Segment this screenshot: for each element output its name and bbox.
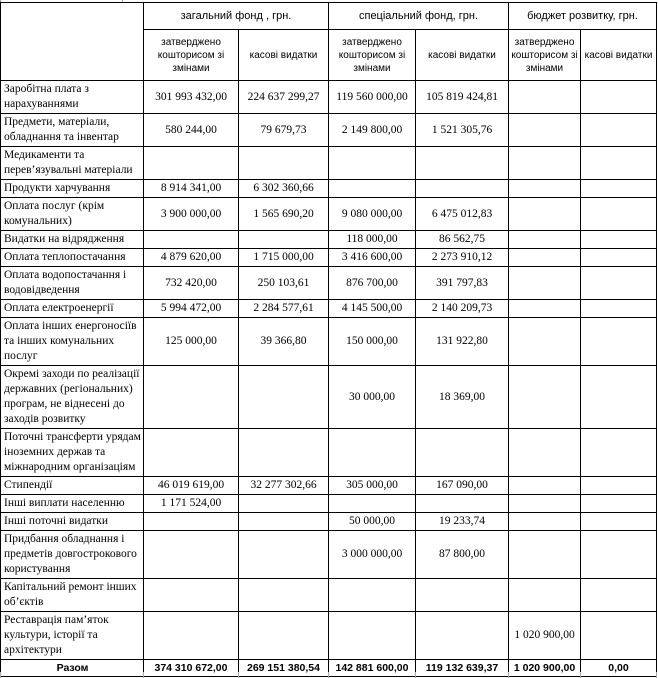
cell-value: 224 637 299,27 xyxy=(239,81,329,114)
cell-value xyxy=(509,318,581,366)
cell-value xyxy=(509,249,581,267)
cell-value xyxy=(144,366,239,429)
row-label: Заробітна плата з нарахуваннями xyxy=(1,81,144,114)
row-label: Інші поточні видатки xyxy=(1,513,144,531)
cell-value: 5 994 472,00 xyxy=(144,300,239,318)
row-label: Видатки на відрядження xyxy=(1,231,144,249)
cell-value: 1 715 000,00 xyxy=(239,249,329,267)
cell-value xyxy=(239,612,329,660)
fund-group-header-row xyxy=(1,3,657,30)
cell-value xyxy=(581,531,657,579)
cell-value: 39 366,80 xyxy=(239,318,329,366)
row-label: Інші виплати населенню xyxy=(1,495,144,513)
cell-value xyxy=(329,429,416,477)
cell-value xyxy=(144,513,239,531)
cell-value: 1 171 524,00 xyxy=(144,495,239,513)
cell-value: 732 420,00 xyxy=(144,267,239,300)
cell-value: 46 019 619,00 xyxy=(144,477,239,495)
cell-value xyxy=(144,429,239,477)
cell-value: 6 302 360,66 xyxy=(239,180,329,198)
cell-value: 19 233,74 xyxy=(416,513,509,531)
row-label: Медикаменти та перев’язувальні матеріали xyxy=(1,147,144,180)
cell-value xyxy=(144,612,239,660)
cell-value: 119 560 000,00 xyxy=(329,81,416,114)
cell-value xyxy=(509,114,581,147)
cell-value xyxy=(239,429,329,477)
cell-value: 6 475 012,83 xyxy=(416,198,509,231)
cell-value xyxy=(416,612,509,660)
cell-value xyxy=(509,198,581,231)
table-row xyxy=(1,429,657,477)
cell-value xyxy=(581,366,657,429)
cell-value xyxy=(509,531,581,579)
row-label: Продукти харчування xyxy=(1,180,144,198)
cell-value: 4 145 500,00 xyxy=(329,300,416,318)
cell-value xyxy=(416,180,509,198)
cell-value: 1 020 900,00 xyxy=(509,612,581,660)
table-row xyxy=(1,495,657,513)
row-label: Предмети, матеріали, обладнання та інвентар xyxy=(1,114,144,147)
column-group-development-budget: бюджет розвитку, грн. xyxy=(509,3,657,30)
cell-value xyxy=(509,495,581,513)
table-row xyxy=(1,249,657,267)
table-row xyxy=(1,579,657,612)
cell-value xyxy=(239,531,329,579)
cell-value xyxy=(329,147,416,180)
row-label: Стипендії xyxy=(1,477,144,495)
row-label: Оплата послуг (крім комунальних) xyxy=(1,198,144,231)
table-row xyxy=(1,513,657,531)
cell-value xyxy=(581,147,657,180)
cell-value: 119 132 639,37 xyxy=(416,660,509,677)
cell-value xyxy=(509,366,581,429)
cell-value xyxy=(509,180,581,198)
table-continuation-line xyxy=(656,672,657,678)
cell-value xyxy=(581,267,657,300)
table-row xyxy=(1,114,657,147)
cell-value xyxy=(509,579,581,612)
cell-value: 0,00 xyxy=(581,660,657,677)
table-row xyxy=(1,318,657,366)
cell-value xyxy=(144,231,239,249)
cell-value xyxy=(144,147,239,180)
table-row xyxy=(1,147,657,180)
cell-value: 1 521 305,76 xyxy=(416,114,509,147)
cell-value xyxy=(416,147,509,180)
column-header-development-approved: затверджено кошторисом зі змінами xyxy=(509,30,581,81)
cell-value: 250 103,61 xyxy=(239,267,329,300)
cell-value xyxy=(329,579,416,612)
cell-value xyxy=(581,300,657,318)
cell-value: 580 244,00 xyxy=(144,114,239,147)
cell-value: 3 000 000,00 xyxy=(329,531,416,579)
table-continuation-line xyxy=(508,672,509,678)
cell-value xyxy=(239,579,329,612)
table-continuation-line xyxy=(328,672,329,678)
cell-value: 150 000,00 xyxy=(329,318,416,366)
cell-value: 3 900 000,00 xyxy=(144,198,239,231)
table-continuation-line xyxy=(143,672,144,678)
cell-value xyxy=(581,495,657,513)
cell-value: 87 800,00 xyxy=(416,531,509,579)
cell-value xyxy=(416,429,509,477)
row-label: Поточні трансферти урядам іноземних держав та міжнародним організаціям xyxy=(1,429,144,477)
cell-value: 3 416 600,00 xyxy=(329,249,416,267)
column-group-general-fund: загальний фонд , грн. xyxy=(144,3,329,30)
cell-value xyxy=(239,231,329,249)
cell-value: 79 679,73 xyxy=(239,114,329,147)
table-row xyxy=(1,531,657,579)
cell-value xyxy=(581,579,657,612)
table-continuation-line xyxy=(580,672,581,678)
row-label: Окремі заходи по реалізації державних (регіональних) програм, не віднесені до заходів розвитку xyxy=(1,366,144,429)
row-label-column-header xyxy=(1,3,144,81)
column-header-general-cash: касові видатки xyxy=(239,30,329,81)
cell-value xyxy=(581,318,657,366)
cell-value: 18 369,00 xyxy=(416,366,509,429)
cell-value: 391 797,83 xyxy=(416,267,509,300)
row-label: Оплата водопостачання і водовідведення xyxy=(1,267,144,300)
cell-value xyxy=(581,249,657,267)
cell-value xyxy=(581,513,657,531)
cell-value xyxy=(509,81,581,114)
cell-value xyxy=(144,579,239,612)
table-row xyxy=(1,612,657,660)
cell-value xyxy=(329,495,416,513)
cell-value: 1 565 690,20 xyxy=(239,198,329,231)
table-row xyxy=(1,267,657,300)
table-row xyxy=(1,180,657,198)
cell-value: 9 080 000,00 xyxy=(329,198,416,231)
row-label: Придбання обладнання і предметів довгострокового користування xyxy=(1,531,144,579)
cell-value xyxy=(509,267,581,300)
cell-value xyxy=(416,579,509,612)
cell-value: 125 000,00 xyxy=(144,318,239,366)
table-continuation-line xyxy=(238,672,239,678)
table-continuation-line xyxy=(415,672,416,678)
column-header-general-approved: затверджено кошторисом зі змінами xyxy=(144,30,239,81)
column-group-special-fund: спеціальний фонд, грн. xyxy=(329,3,509,30)
cell-value: 4 879 620,00 xyxy=(144,249,239,267)
cell-value xyxy=(581,612,657,660)
budget-expenditure-table xyxy=(0,2,657,677)
cell-value: 118 000,00 xyxy=(329,231,416,249)
cell-value: 131 922,80 xyxy=(416,318,509,366)
column-header-special-cash: касові видатки xyxy=(416,30,509,81)
cell-value: 374 310 672,00 xyxy=(144,660,239,677)
row-label: Разом xyxy=(1,660,144,677)
table-row xyxy=(1,81,657,114)
cell-value: 876 700,00 xyxy=(329,267,416,300)
cell-value: 32 277 302,66 xyxy=(239,477,329,495)
cell-value: 86 562,75 xyxy=(416,231,509,249)
cell-value: 269 151 380,54 xyxy=(239,660,329,677)
cell-value xyxy=(509,477,581,495)
table-body xyxy=(1,81,657,677)
table-row xyxy=(1,198,657,231)
cell-value: 142 881 600,00 xyxy=(329,660,416,677)
cell-value xyxy=(239,513,329,531)
cell-value: 8 914 341,00 xyxy=(144,180,239,198)
cell-value xyxy=(509,147,581,180)
cell-value xyxy=(509,300,581,318)
cell-value xyxy=(581,477,657,495)
cell-value xyxy=(416,495,509,513)
cell-value: 305 000,00 xyxy=(329,477,416,495)
cell-value xyxy=(581,429,657,477)
cell-value xyxy=(509,513,581,531)
row-label: Реставрація пам’яток культури, історії та архітектури xyxy=(1,612,144,660)
cell-value xyxy=(329,180,416,198)
cell-value: 2 149 800,00 xyxy=(329,114,416,147)
cell-value: 2 284 577,61 xyxy=(239,300,329,318)
cell-value xyxy=(329,612,416,660)
row-label: Оплата теплопостачання xyxy=(1,249,144,267)
cell-value xyxy=(581,180,657,198)
column-header-development-cash: касові видатки xyxy=(581,30,657,81)
cell-value xyxy=(581,81,657,114)
cell-value xyxy=(144,531,239,579)
cell-value xyxy=(239,147,329,180)
cell-value: 2 273 910,12 xyxy=(416,249,509,267)
cell-value xyxy=(239,366,329,429)
cell-value xyxy=(581,198,657,231)
table-row xyxy=(1,477,657,495)
table-row xyxy=(1,231,657,249)
table-row xyxy=(1,300,657,318)
row-label: Оплата інших енергоносіїв та інших комунальних послуг xyxy=(1,318,144,366)
table-continuation-line xyxy=(0,672,1,678)
cell-value: 30 000,00 xyxy=(329,366,416,429)
cell-value: 50 000,00 xyxy=(329,513,416,531)
row-label: Капітальний ремонт інших об’єктів xyxy=(1,579,144,612)
row-label: Оплата електроенергії xyxy=(1,300,144,318)
cell-value: 2 140 209,73 xyxy=(416,300,509,318)
cell-value: 105 819 424,81 xyxy=(416,81,509,114)
cell-value: 167 090,00 xyxy=(416,477,509,495)
cell-value: 1 020 900,00 xyxy=(509,660,581,677)
column-header-special-approved: затверджено кошторисом зі змінами xyxy=(329,30,416,81)
cell-value xyxy=(581,231,657,249)
table-row xyxy=(1,366,657,429)
cell-value: 301 993 432,00 xyxy=(144,81,239,114)
cell-value xyxy=(239,495,329,513)
cell-value xyxy=(509,429,581,477)
cell-value xyxy=(509,231,581,249)
cell-value xyxy=(581,114,657,147)
